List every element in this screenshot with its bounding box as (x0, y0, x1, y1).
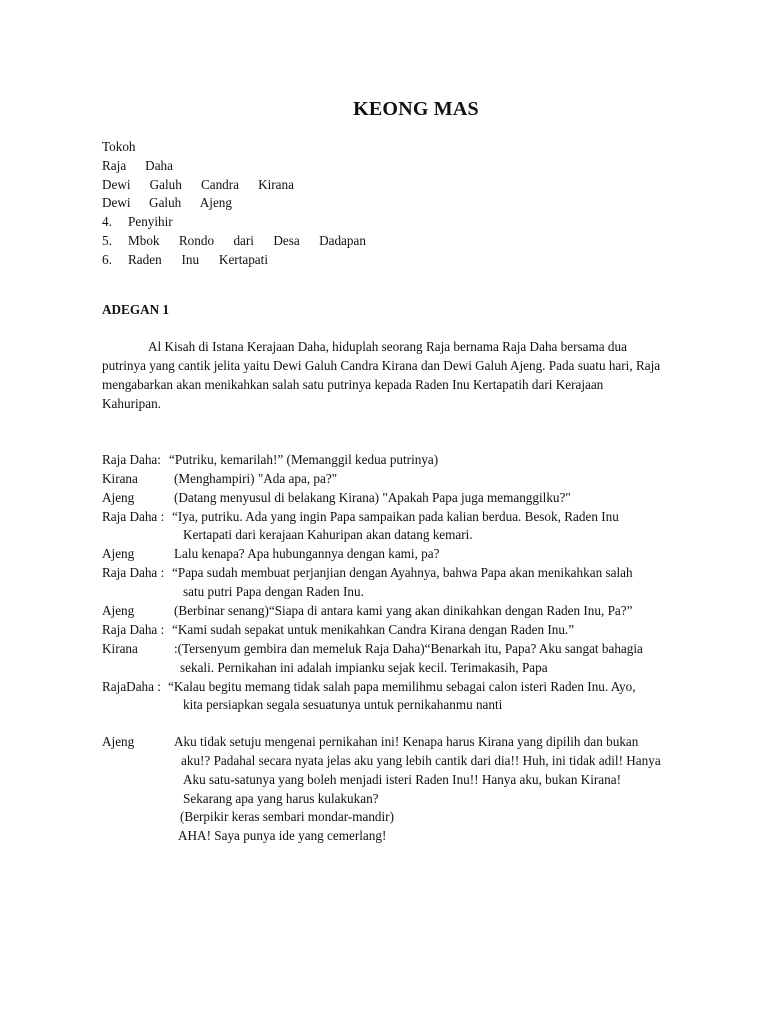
dialogue-speaker: Raja Daha : (102, 565, 165, 580)
monologue-continuation: Aku satu-satunya yang boleh menjadi isteri Raden Inu!! Hanya aku, bukan Kirana! (183, 772, 621, 787)
cast-item (102, 195, 232, 211)
cast-heading: Tokoh (102, 139, 136, 154)
cast-word: Galuh (149, 177, 182, 192)
document-title: KEONG MAS (353, 98, 479, 120)
dialogue-text: (Berbinar senang)“Siapa di antara kami yang akan dinikahkan dengan Raden Inu, Pa?” (174, 603, 633, 618)
cast-item (128, 233, 366, 249)
dialogue-continuation: satu putri Papa dengan Raden Inu. (183, 584, 364, 599)
cast-word: Ajeng (199, 195, 232, 210)
dialogue-continuation: Kertapati dari kerajaan Kahuripan akan datang kemari. (183, 527, 473, 542)
monologue-speaker: Ajeng (102, 734, 135, 749)
dialogue-speaker: Raja Daha: (102, 452, 161, 467)
dialogue-speaker: Ajeng (102, 603, 135, 618)
narration-line: mengabarkan akan menikahkan salah satu putrinya kepada Raden Inu Kertapatih dari Kerajaan (102, 377, 604, 392)
narration-line: putrinya yang cantik jelita yaitu Dewi Galuh Candra Kirana dan Dewi Galuh Ajeng. Pada suatu hari, Raja (102, 358, 661, 373)
dialogue-continuation: kita persiapkan segala sesuatunya untuk pernikahanmu nanti (183, 697, 503, 712)
dialogue-text: :(Tersenyum gembira dan memeluk Raja Daha)“Benarkah itu, Papa? Aku sangat bahagia (174, 641, 643, 656)
cast-word: Raja (102, 158, 127, 173)
cast-word: dari (233, 233, 254, 248)
dialogue-text: (Menghampiri) "Ada apa, pa?" (174, 471, 338, 486)
dialogue-text: (Datang menyusul di belakang Kirana) "Apakah Papa juga memanggilku?" (174, 490, 571, 505)
dialogue-speaker: RajaDaha : (102, 679, 161, 694)
dialogue-speaker: Raja Daha : (102, 622, 165, 637)
dialogue-speaker: Kirana (102, 471, 138, 486)
cast-word: Dadapan (319, 233, 366, 248)
dialogue-text: Lalu kenapa? Apa hubungannya dengan kami, pa? (174, 546, 440, 561)
monologue-continuation: aku!? Padahal secara nyata jelas aku yang lebih cantik dari dia!! Huh, ini tidak adil! Hanya (181, 753, 661, 768)
dialogue-continuation: sekali. Pernikahan ini adalah impianku sejak kecil. Terimakasih, Papa (180, 660, 548, 675)
cast-item-number: 4. (102, 214, 112, 229)
cast-word: Kertapati (218, 252, 268, 267)
cast-word: Mbok (128, 233, 160, 248)
monologue-continuation: Sekarang apa yang harus kulakukan? (183, 791, 379, 806)
dialogue-speaker: Ajeng (102, 490, 135, 505)
dialogue-text: “Putriku, kemarilah!” (Memanggil kedua putrinya) (169, 452, 439, 467)
dialogue-text: “Papa sudah membuat perjanjian dengan Ayahnya, bahwa Papa akan menikahkan salah (172, 565, 633, 580)
narration-line: Kahuripan. (102, 396, 161, 411)
dialogue-speaker: Raja Daha : (102, 509, 165, 524)
cast-word: Dewi (102, 195, 131, 210)
cast-item (102, 177, 294, 193)
cast-word: Desa (273, 233, 300, 248)
monologue-continuation: AHA! Saya punya ide yang cemerlang! (178, 828, 387, 843)
cast-word: Daha (145, 158, 173, 173)
monologue-text: Aku tidak setuju mengenai pernikahan ini! Kenapa harus Kirana yang dipilih dan bukan (174, 734, 639, 749)
cast-word: Kirana (258, 177, 294, 192)
scene-heading: ADEGAN 1 (102, 302, 170, 317)
dialogue-speaker: Kirana (102, 641, 138, 656)
cast-word: Galuh (149, 195, 182, 210)
cast-item (102, 158, 173, 174)
dialogue-speaker: Ajeng (102, 546, 135, 561)
cast-word: Raden (128, 252, 162, 267)
dialogue-text: “Kami sudah sepakat untuk menikahkan Candra Kirana dengan Raden Inu.” (172, 622, 575, 637)
cast-item (128, 252, 268, 268)
cast-item-number: 5. (102, 233, 112, 248)
cast-word: Dewi (102, 177, 131, 192)
cast-item-number: 6. (102, 252, 112, 267)
cast-item: Penyihir (128, 214, 173, 229)
narration-line: Al Kisah di Istana Kerajaan Daha, hiduplah seorang Raja bernama Raja Daha bersama dua (148, 339, 627, 354)
cast-word: Inu (181, 252, 200, 267)
dialogue-text: “Kalau begitu memang tidak salah papa memilihmu sebagai calon isteri Raden Inu. Ayo, (168, 679, 636, 694)
cast-word: Candra (200, 177, 240, 192)
dialogue-text: “Iya, putriku. Ada yang ingin Papa sampaikan pada kalian berdua. Besok, Raden Inu (172, 509, 619, 524)
monologue-continuation: (Berpikir keras sembari mondar-mandir) (180, 809, 394, 824)
cast-word: Rondo (178, 233, 215, 248)
